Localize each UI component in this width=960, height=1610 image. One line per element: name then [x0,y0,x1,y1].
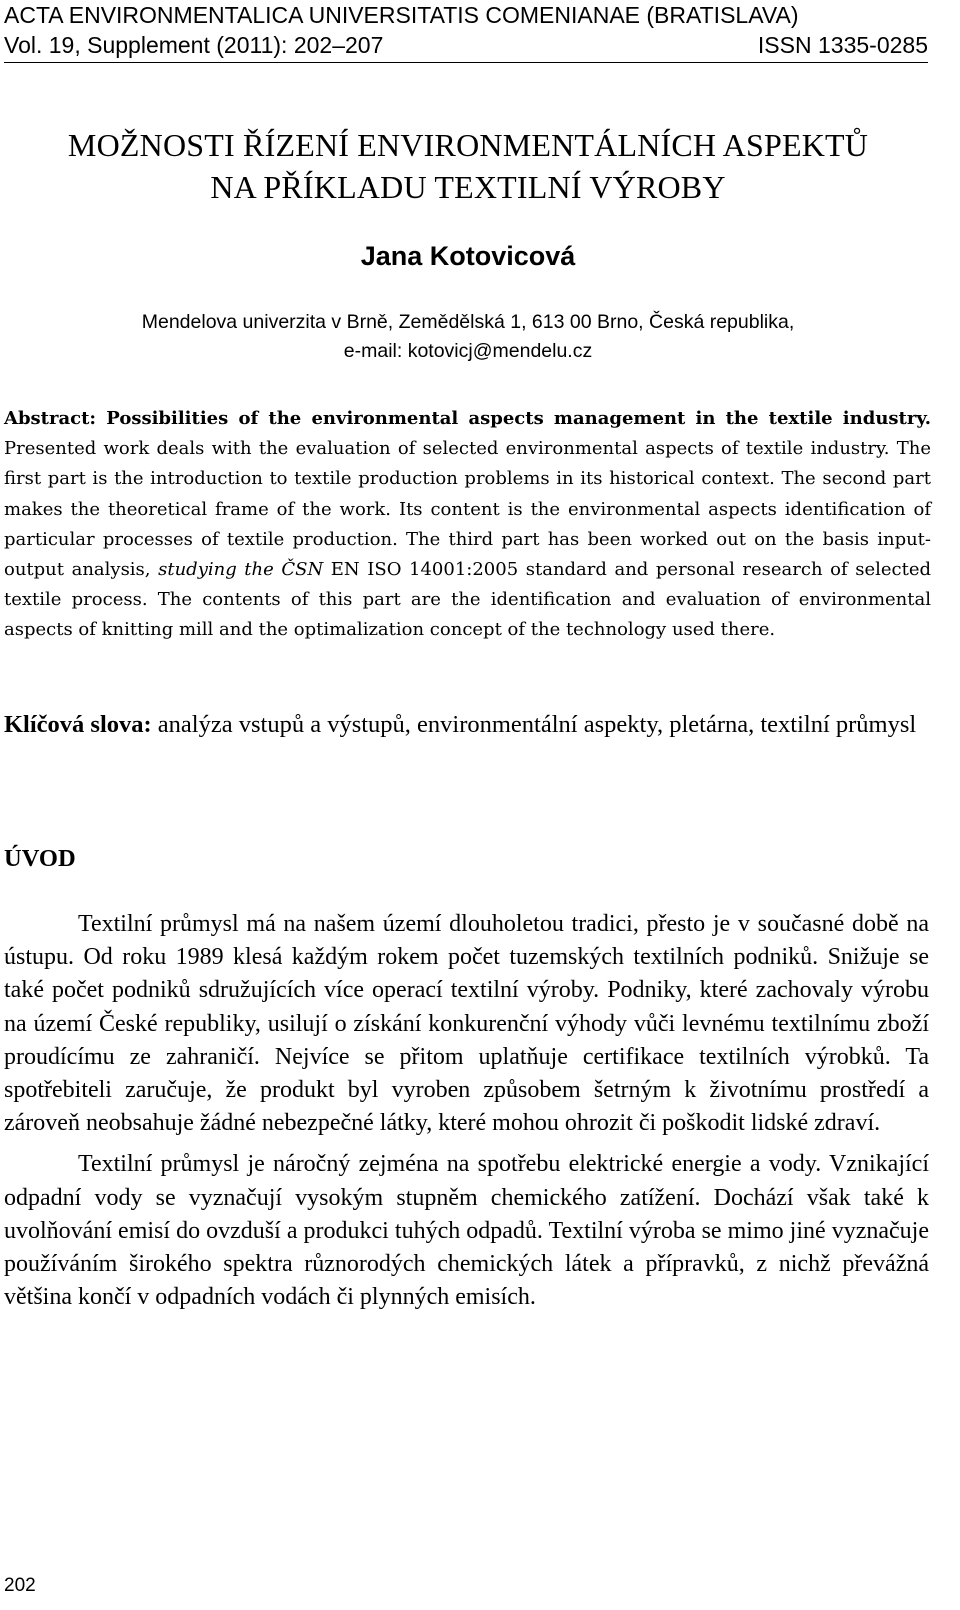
abstract-text-a: Presented work deals with the evaluation of selected environmental aspects of textile industry. The first part is the introduction to textile production problems in its historical context. The second part makes the theoretical frame of the work. Its content is the environmental aspects identification of particular processes of textile production. The third part has been worked out on the basis input-output analysis, [4,438,931,581]
keywords-label: Klíčová slova: [4,711,152,738]
author-affiliation-block [0,308,936,366]
page-number: 202 [4,1575,36,1596]
section-heading: ÚVOD [4,845,76,872]
author-name: Jana Kotovicová [360,241,576,271]
abstract-text-b: EN ISO 14001:2005 standard and personal research of selected textile process. The contents of this part are the identification and evaluation of environmental aspects of knitting mill and the optimalization concept of the technology used there. [4,559,932,641]
keywords-text: analýza vstupů a výstupů, environmentální aspekty, pletárna, textilní průmysl [151,711,917,738]
section-body [4,908,929,1322]
keywords [4,708,931,741]
journal-issn: ISSN 1335-0285 [757,32,928,58]
article-title [0,124,936,208]
affiliation: Mendelova univerzita v Brně, Zemědělská 1, 613 00 Brno, Česká republika, [141,311,795,333]
paragraph: Textilní průmysl má na našem území dlouholetou tradici, přesto je v současné době na ústupu. Od roku 1989 klesá každým rokem počet tuzemských textilních podniků. Snižuje se také počet podniků sdružujících více operací textilní výroby. Podniky, které zachovaly výrobu na území České republiky, usilují o získání konkurenční výhody vůči levnému textilnímu zboží proudícímu ze zahraničí. Nejvíce se přitom uplatňuje certifikace textilních výrobků. Ta spotřebiteli zaručuje, že produkt byl vyroben způsobem šetrným k životnímu prostředí a zároveň neobsahuje žádné nebezpečné látky, které mohou ohrozit či poškodit lidské zdraví. [4,911,929,1137]
abstract-lead: Abstract: Possibilities of the environmental aspects management in the textile industry. [4,408,931,429]
paragraph: Textilní průmysl je náročný zejména na spotřebu elektrické energie a vody. Vznikající odpadní vody se vyznačují vysokým stupněm chemického zatížení. Dochází však také k uvolňování emisí do ovzduší a produkci tuhých odpadů. Textilní výroba se mimo jiné vyznačuje používáním širokého spektra různorodých chemických látek a přípravků, z nichž převážná většina končí v odpadních vodách či plynných emisích. [4,1151,929,1311]
journal-header [4,0,928,63]
journal-volume: Vol. 19, Supplement (2011): 202–207 [4,32,384,58]
header-rule [4,62,928,63]
title-line-2: NA PŘÍKLADU TEXTILNÍ VÝROBY [210,169,726,205]
journal-name: ACTA ENVIRONMENTALICA UNIVERSITATIS COMENIANAE (BRATISLAVA) [4,2,799,28]
abstract-italic: studying the ČSN [158,559,324,581]
abstract [4,404,931,646]
email: e-mail: kotovicj@mendelu.cz [343,340,593,362]
journal-name-row [4,0,928,30]
journal-volume-row [4,30,928,60]
title-line-1: MOŽNOSTI ŘÍZENÍ ENVIRONMENTÁLNÍCH ASPEKTŮ [67,127,869,163]
